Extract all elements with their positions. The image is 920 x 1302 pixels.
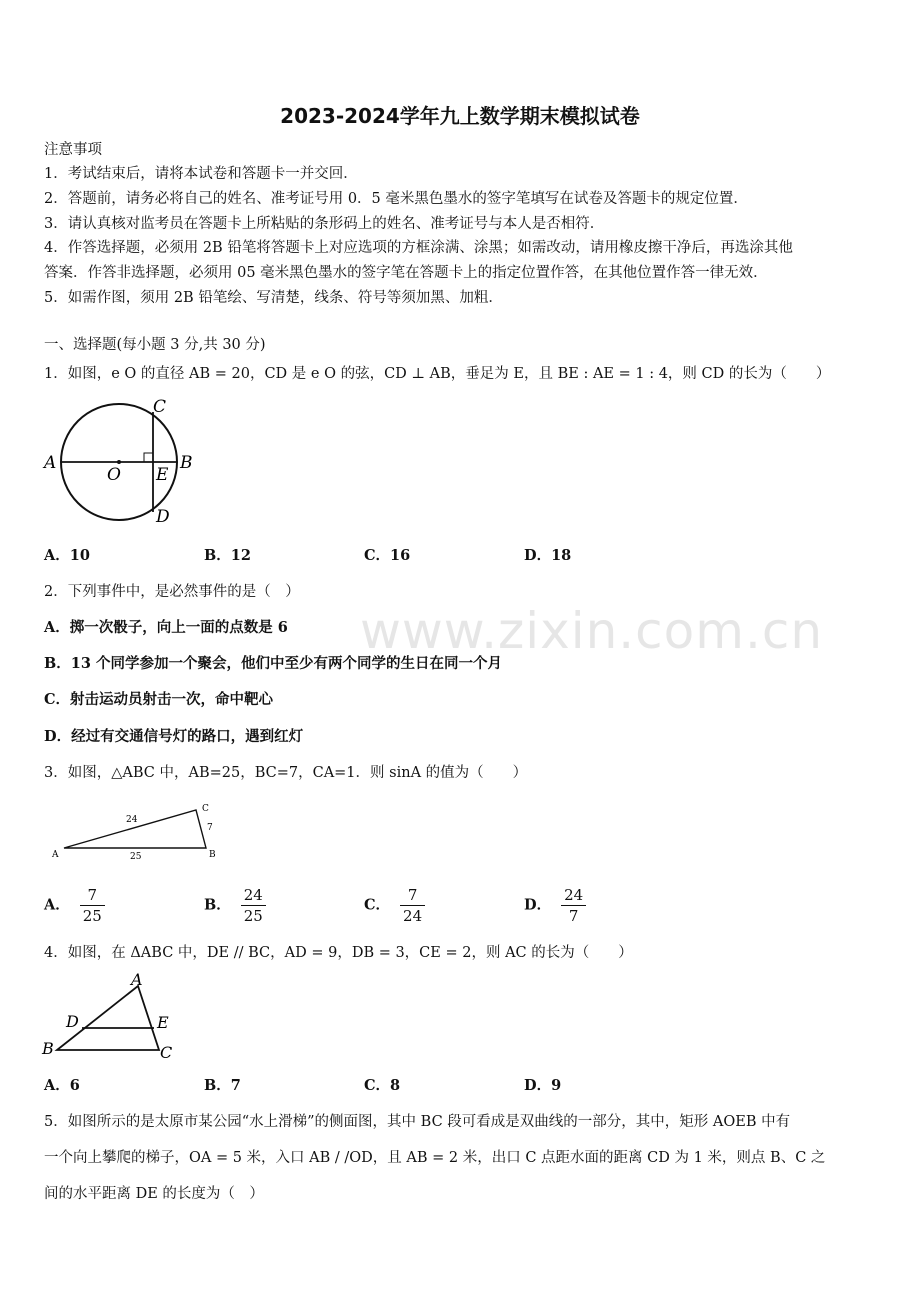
q3-label-B: B <box>209 850 216 860</box>
q3-option-a: A． $\frac{7}{25}$ <box>44 885 105 926</box>
q4-label-C: C <box>160 1043 173 1062</box>
q3-d-denominator: 7 <box>568 907 579 925</box>
q5-line-1: 5．如图所示的是太原市某公园“水上滑梯”的侧面图，其中 BC 段可看成是双曲线的一部分，其中，矩形 AOEB 中有 <box>44 1114 791 1130</box>
q1-label-B: B <box>180 453 193 473</box>
q1-circle-figure <box>40 392 210 532</box>
q3-c-numerator: 7 <box>400 885 425 906</box>
q1-option-a: A．10 <box>44 547 90 564</box>
q3-triangle-figure <box>46 798 226 866</box>
q3-b-denominator: 25 <box>243 907 263 925</box>
q3-b-numerator: 24 <box>241 885 266 906</box>
q2-stem: 2．下列事件中，是必然事件的是（ ） <box>44 584 300 600</box>
q3-c-denominator: 24 <box>403 907 423 925</box>
section-heading: 一、选择题(每小题 3 分,共 30 分) <box>44 337 266 353</box>
q1-stem: 1．如图，e O 的直径 AB = 20，CD 是 e O 的弦，CD ⊥ AB，垂足为 E，且 BE : AE = 1 : 4，则 CD 的长为（ ） <box>44 366 831 382</box>
q1-option-b: B．12 <box>204 547 251 564</box>
q3-a-denominator: 25 <box>82 907 102 925</box>
notice-item-3: 3．请认真核对监考员在答题卡上所粘贴的条形码上的姓名、准考证号与本人是否相符． <box>44 216 605 232</box>
q1-label-D: D <box>156 507 170 527</box>
q3-label-C: C <box>202 804 209 814</box>
q1-option-c: C．16 <box>364 547 411 564</box>
notice-item-2: 2．答题前，请务必将自己的姓名、准考证号用 0．5 毫米黑色墨水的签字笔填写在试卷及答题卡的规定位置． <box>44 191 748 207</box>
q1-label-O: O <box>107 465 121 485</box>
q5-line-3: 间的水平距离 DE 的长度为（ ） <box>44 1186 264 1202</box>
notice-item-1: 1．考试结束后，请将本试卷和答题卡一并交回． <box>44 166 358 182</box>
q3-label-A: A <box>52 850 59 860</box>
q3-option-b: B． $\frac{24}{25}$ <box>204 885 266 926</box>
q4-stem: 4．如图，在 ΔABC 中，DE // BC，AD = 9，DB = 3，CE = 2，则 AC 的长为（ ） <box>44 945 633 961</box>
q4-label-D: D <box>66 1012 79 1031</box>
q1-option-d: D．18 <box>524 547 572 564</box>
q4-option-b: B．7 <box>204 1077 241 1094</box>
q4-option-c: C．8 <box>364 1077 401 1094</box>
q3-side-bc: 7 <box>207 823 213 833</box>
q2-option-c: C．射击运动员射击一次，命中靶心 <box>44 691 274 708</box>
q4-triangle-figure <box>40 970 190 1065</box>
q3-a-numerator: 7 <box>80 885 105 906</box>
q2-option-d: D．经过有交通信号灯的路口，遇到红灯 <box>44 728 304 745</box>
q3-d-numerator: 24 <box>561 885 586 906</box>
q3-stem: 3．如图，△ABC 中，AB=25，BC=7，CA=1．则 sinA 的值为（ ） <box>44 765 528 781</box>
q3-option-c: C． $\frac{7}{24}$ <box>364 885 425 926</box>
q4-label-A: A <box>131 970 143 989</box>
q4-option-a: A．6 <box>44 1077 80 1094</box>
q4-option-d: D．9 <box>524 1077 562 1094</box>
q1-label-A: A <box>44 453 57 473</box>
q4-label-B: B <box>42 1039 54 1058</box>
notice-item-4: 4．作答选择题，必须用 2B 铅笔将答题卡上对应选项的方框涂满、涂黑；如需改动，请用橡皮擦干净后，再选涂其他 <box>44 240 793 256</box>
q3-side-ac: 24 <box>126 815 138 825</box>
q1-label-E: E <box>156 465 169 485</box>
q2-option-b: B．13 个同学参加一个聚会，他们中至少有两个同学的生日在同一个月 <box>44 655 502 672</box>
notice-item-5: 5．如需作图，须用 2B 铅笔绘、写清楚，线条、符号等须加黑、加粗． <box>44 290 503 306</box>
page-title: 2023-2024学年九上数学期末模拟试卷 <box>280 104 640 128</box>
q3-option-d: D． $\frac{24}{7}$ <box>524 885 586 926</box>
notice-heading: 注意事项 <box>44 142 102 158</box>
q5-line-2: 一个向上攀爬的梯子，OA = 5 米，入口 AB / /OD，且 AB = 2 米，出口 C 点距水面的距离 CD 为 1 米，则点 B、C 之 <box>44 1150 826 1166</box>
notice-item-4-cont: 答案．作答非选择题，必须用 05 毫米黑色墨水的签字笔在答题卡上的指定位置作答，在其他位置作答一律无效． <box>44 265 768 281</box>
watermark: www.zixin.com.cn <box>360 602 824 660</box>
q1-label-C: C <box>153 397 167 417</box>
q3-side-ab: 25 <box>130 852 142 862</box>
q2-option-a: A．掷一次骰子，向上一面的点数是 6 <box>44 619 288 636</box>
q4-label-E: E <box>157 1013 169 1032</box>
